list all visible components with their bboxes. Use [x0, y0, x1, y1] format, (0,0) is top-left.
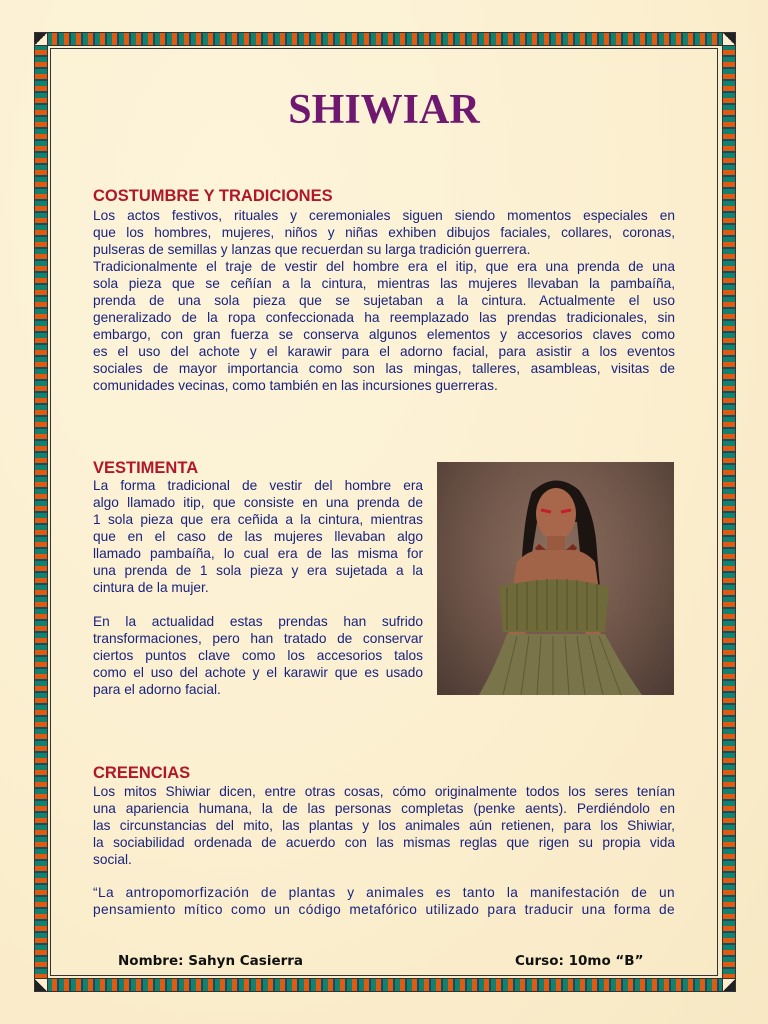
border-right — [722, 32, 736, 992]
vestimenta-paragraph-1 — [93, 477, 423, 596]
footer-nombre: Nombre: Sahyn Casierra — [118, 953, 304, 969]
border-corner — [34, 978, 48, 992]
text-line: En la actualidad estas prendas han sufrido — [93, 614, 423, 629]
text-line: comunidades vecinas, como también en las incursiones guerreras. — [93, 378, 498, 393]
text-line: algo llamado itip, que consiste en una prenda de — [93, 495, 423, 510]
text-line: sociales de mayor importancia como son las mingas, talleres, asambleas, visitas de — [93, 361, 675, 376]
heading-creencias: CREENCIAS — [93, 764, 191, 782]
page-title: SHIWIAR — [288, 87, 480, 133]
photo-shiwiar-woman — [437, 462, 674, 695]
border-bottom — [34, 978, 736, 992]
text-line: que en el caso de las mujeres llevaban algo — [93, 529, 423, 544]
heading-costumbres: COSTUMBRE Y TRADICIONES — [93, 187, 333, 205]
footer-curso: Curso: 10mo “B” — [515, 953, 644, 969]
text-line: transformaciones, pero han tratado de conservar — [93, 631, 423, 646]
text-line: generalizado de la ropa confeccionada ha reemplazado las prendas tradicionales, sin — [93, 310, 675, 325]
text-line: embargo, con gran fuerza se conserva algunos elementos y accesorios claves como — [93, 327, 675, 342]
text-line: una apariencia humana, la de las personas completas (penke aents). Perdiéndolo en — [93, 801, 675, 816]
creencias-text — [93, 783, 675, 868]
text-line: Los mitos Shiwiar dicen, entre otras cosas, cómo originalmente todos los seres tenían — [93, 784, 675, 799]
costumbres-text — [93, 207, 675, 394]
text-line: llamado pambaíña, lo cual era de las misma for — [93, 546, 423, 561]
vestimenta-paragraph-2 — [93, 613, 423, 698]
text-line: Tradicionalmente el traje de vestir del hombre era el itip, que era una prenda de una — [93, 259, 675, 274]
border-top — [34, 32, 736, 46]
text-line: Los actos festivos, rituales y ceremoniales siguen siendo momentos especiales en — [93, 208, 675, 223]
text-line: es el uso del achote y el karawir para el adorno facial, para asistir a los eventos — [93, 344, 675, 359]
border-corner — [722, 32, 736, 46]
text-line: pensamiento mítico como un código metafórico utilizado para traducir una forma de — [93, 902, 675, 917]
woman-illustration — [437, 462, 674, 695]
text-line: como el uso del achote y el karawir que es usado — [93, 665, 423, 680]
text-line: sola pieza que se ceñían a la cintura, mientras las mujeres llevaban la pambaíña, — [93, 276, 675, 291]
text-line: prenda de una sola pieza que se sujetaban a la cintura. Actualmente el uso — [93, 293, 675, 308]
text-line: 1 sola pieza que era ceñida a la cintura, mientras — [93, 512, 423, 527]
text-line: pulseras de semillas y lanzas que recuerdan su larga tradición guerrera. — [93, 242, 531, 257]
text-line: “La antropomorfización de plantas y animales es tanto la manifestación de un — [93, 885, 675, 900]
text-line: las circunstancias del mito, las plantas y los animales aún retienen, para los Shiwiar, — [93, 818, 675, 833]
creencias-quote — [93, 884, 675, 918]
heading-vestimenta: VESTIMENTA — [93, 459, 199, 477]
text-line: una prenda de 1 sola pieza y era sujetada a la — [93, 563, 423, 578]
border-corner — [722, 978, 736, 992]
text-line: que los hombres, mujeres, niños y niñas exhiben dibujos faciales, collares, coronas, — [93, 225, 675, 240]
border-left — [34, 32, 48, 992]
border-corner — [34, 32, 48, 46]
text-line: social. — [93, 852, 132, 867]
text-line: ciertos puntos clave como los accesorios talos — [93, 648, 423, 663]
text-line: para el adorno facial. — [93, 682, 221, 697]
text-line: La forma tradicional de vestir del hombre era — [93, 478, 423, 493]
text-line: la sociabilidad ordenada de acuerdo con las mismas reglas que rigen su propia vida — [93, 835, 675, 850]
text-line: cintura de la mujer. — [93, 580, 209, 595]
